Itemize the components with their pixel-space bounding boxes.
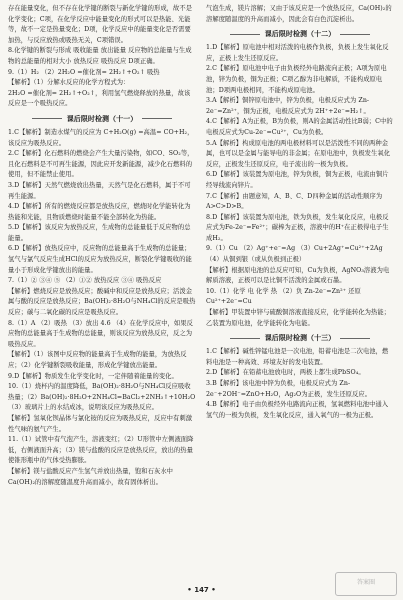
answer-paragraph: 2H₂O =催化剂= 2H₂↑+O₂↑，利用氢气燃烧释放的热量，故该反应是一个吸热反应。 xyxy=(8,89,191,108)
answer-paragraph: 气泡生成，镁片溶解；又由于该反应是一个放热反应，Ca(OH)₂的溶解度随温度的升高而减小，因此会有白色沉淀析出。 xyxy=(206,5,392,23)
section-heading: 课后限时检测（十三） xyxy=(206,333,394,344)
answer-paragraph: 3.D【解析】天然气燃烧放出热量，天然气是化石燃料，属于不可再生能源。 xyxy=(8,181,191,200)
answer-paragraph: 存在能量变化，但不存在化学键的断裂与新化学键的形成，故不是化学变化；C项，在化学反应中能量变化的形式可以是热能、光能等，故不一定是热量变化；D项，化学反应中的能量变化是否需要加热，与反应放热或吸热无关，C项错误。 xyxy=(8,5,193,44)
answer-paragraph: 2.D【解析】在铅蓄电池放电时，两极上都生成PbSO₄。 xyxy=(206,369,365,377)
answer-paragraph: 3.B【解析】该电池中锌为负极，电极反应式为 Zn-2e⁻+2OH⁻=ZnO+H₂O，Ag₂O为正极，发生还原反应。 xyxy=(206,380,372,398)
answer-paragraph: 8.化学键的断裂与形成 吸收能量 放出能量 反应物的总能量与生成物的总能量的相对大小 放热反应 吸热反应 D项正确。 xyxy=(8,47,192,65)
answer-paragraph: 【解析】燃烧反应是放热反应；酸碱中和反应是放热反应；活泼金属与酸的反应是放热反应；Ba(OH)₂·8H₂O与NH₄Cl的反应是吸热反应；碳与二氧化碳的反应是吸热反应。 xyxy=(8,287,196,317)
answer-paragraph: 4.D【解析】所有的燃烧反应都是放热反应，燃烧时化学能转化为热能和光能，且物质燃烧时能量不能全部转化为热能。 xyxy=(8,203,191,221)
answer-paragraph: 【解析】（1）该图中反应物的能量高于生成物的能量，为放热反应；（2）化学键断裂吸收能量，形成化学键放出能量。 xyxy=(8,351,187,369)
answer-paragraph: 3.A【解析】铜锌原电池中，锌为负极，电极反应式为 Zn-2e⁻=Zn²⁺，铜为正极，电极反应式为 2H⁺+2e⁻=H₂↑。 xyxy=(206,97,370,115)
answer-paragraph: 4.B【解析】电子由负极经外电路流向正极，氢氧燃料电池中通入氢气的一极为负极，发生氧化反应，通入氧气的一极为正极。 xyxy=(206,401,389,419)
page-number: • 147 • xyxy=(187,586,216,594)
answer-paragraph: 【解析】镁与盐酸反应产生氢气并放出热量，饱和石灰水中Ca(OH)₂的溶解度随温度升高而减小，故有固体析出。 xyxy=(8,467,174,486)
right-column xyxy=(206,4,394,421)
answer-paragraph: 9.（1）H₂ （2）2H₂O =催化剂= 2H₂↑+O₂↑ 吸热 xyxy=(8,68,160,76)
answer-paragraph: 10.（1）化学 电 化学 热 （2）负 Zn-2e⁻=Zn²⁺ 还原 Cu²⁺+2e⁻=Cu xyxy=(206,287,361,306)
left-column xyxy=(8,4,196,488)
answer-paragraph: 5.D【解析】该反应为放热反应，生成物的总能量低于反应物的总能量。 xyxy=(8,224,191,242)
answer-paragraph: 7.C【解析】由题意知，A、B、C、D四种金属的活动性顺序为A>C>D>B。 xyxy=(206,192,383,211)
answer-paragraph: 6.D【解析】该装置为原电池，锌为负极，铜为正极，电流由铜片经导线流向锌片。 xyxy=(206,171,389,189)
answer-paragraph: 【解析】甲装置中锌与硫酸铜溶液直接反应，化学能转化为热能；乙装置为原电池，化学能转化为电能。 xyxy=(206,309,391,327)
answer-paragraph: 9.（1）Cu （2）Ag⁺+e⁻=Ag （3）Cu+2Ag⁺=Cu²⁺+2Ag xyxy=(206,245,383,253)
answer-paragraph: 9.D【解析】物质发生化学变化时，一定伴随着能量的变化。 xyxy=(8,372,178,380)
answer-paragraph: 5.A【解析】构成原电池的两电极材料可以是活泼性不同的两种金属，也可以是金属与能导电的非金属；在原电池中，负极发生氧化反应，正极发生还原反应，电子流出的一极为负极。 xyxy=(206,139,391,168)
answer-paragraph: 11.（1）试管中有气泡产生，溶液变红；（2）U形管中左侧液面降低，右侧液面升高；（3）镁与盐酸的反应是放热反应，放出的热量使锥形瓶中的气体受热膨胀。 xyxy=(8,436,194,465)
answer-paragraph: 1.C【解析】碱性锌锰电池是一次电池，铅蓄电池是二次电池，燃料电池是一种高效、环境友好的发电装置。 xyxy=(206,348,389,366)
answer-paragraph: 【解析】氢氧化钡晶体与氯化铵的反应为吸热反应，反应中有刺激性气味的氨气产生。 xyxy=(8,414,193,433)
answer-paragraph: 【解析】（1）分解水反应的化学方程式为： xyxy=(8,79,130,87)
answer-paragraph: 【解析】根据原电池的总反应可知，Cu为负极，AgNO₃溶液为电解质溶液，正极可以是比铜不活泼的金属或石墨。 xyxy=(206,266,390,285)
answer-paragraph: 8.D【解析】该装置为原电池，铁为负极，发生氧化反应，电极反应式为Fe-2e⁻=Fe²⁺；碳棒为正极，溶液中的H⁺在正极得电子生成H₂。 xyxy=(206,213,389,242)
answer-paragraph: 8.（1）A （2）吸热 （3）放出 4.6 （4）在化学反应中，如果反应物的总能量高于生成物的总能量，则该反应为放热反应，反之为吸热反应。 xyxy=(8,319,193,348)
watermark-stamp: 答案圈 xyxy=(335,572,397,596)
section-heading: 课后限时检测（十一） xyxy=(8,114,196,125)
answer-paragraph: 2.C【解析】化石燃料的燃烧会产生大量污染物，如CO、SO₂等，且化石燃料是不可再生能源，因此应开发新能源，减少化石燃料的使用，但不能禁止使用。 xyxy=(8,150,194,179)
answer-paragraph: （4）从铜到银（或从负极到正极） xyxy=(206,256,306,264)
answer-paragraph: 4.C【解析】A为正极，B为负极，则A的金属活动性比B弱；C中的电极反应式为Cu-2e⁻=Cu²⁺，Cu为负极。 xyxy=(206,118,393,136)
answer-paragraph: 1.D【解析】原电池中相对活泼的电极作负极，负极上发生氧化反应，正极上发生还原反应。 xyxy=(206,44,389,62)
section-heading: 课后限时检测（十二） xyxy=(206,29,394,40)
answer-paragraph: 6.D【解析】放热反应中，反应物的总能量高于生成物的总能量；氢气与氯气反应生成HCl的反应为放热反应，断裂化学键吸收的能量小于形成化学键放出的能量。 xyxy=(8,245,192,274)
answer-paragraph: 1.C【解析】制造水煤气的反应为 C+H₂O(g) =高温= CO+H₂，该反应为吸热反应。 xyxy=(8,128,194,147)
answer-paragraph: 7.（1）② ③④ ⑤ （2）①② 放热反应 ③④ 吸热反应 xyxy=(8,277,162,285)
answer-paragraph: 2.C【解析】原电池中电子由负极经外电路流向正极；A项为原电池，锌为负极，铜为正极；C项乙醇为非电解质，不能构成原电池；D项两电极相同，不能构成原电池。 xyxy=(206,65,387,94)
answer-paragraph: 10.（1）烧杯内的温度降低，Ba(OH)₂·8H₂O与NH₄Cl反应吸收热量；（2）Ba(OH)₂·8H₂O+2NH₄Cl=BaCl₂+2NH₃↑+10H₂O （3）玻璃片上的水结成冰，说明该反应为吸热反应。 xyxy=(8,383,196,412)
